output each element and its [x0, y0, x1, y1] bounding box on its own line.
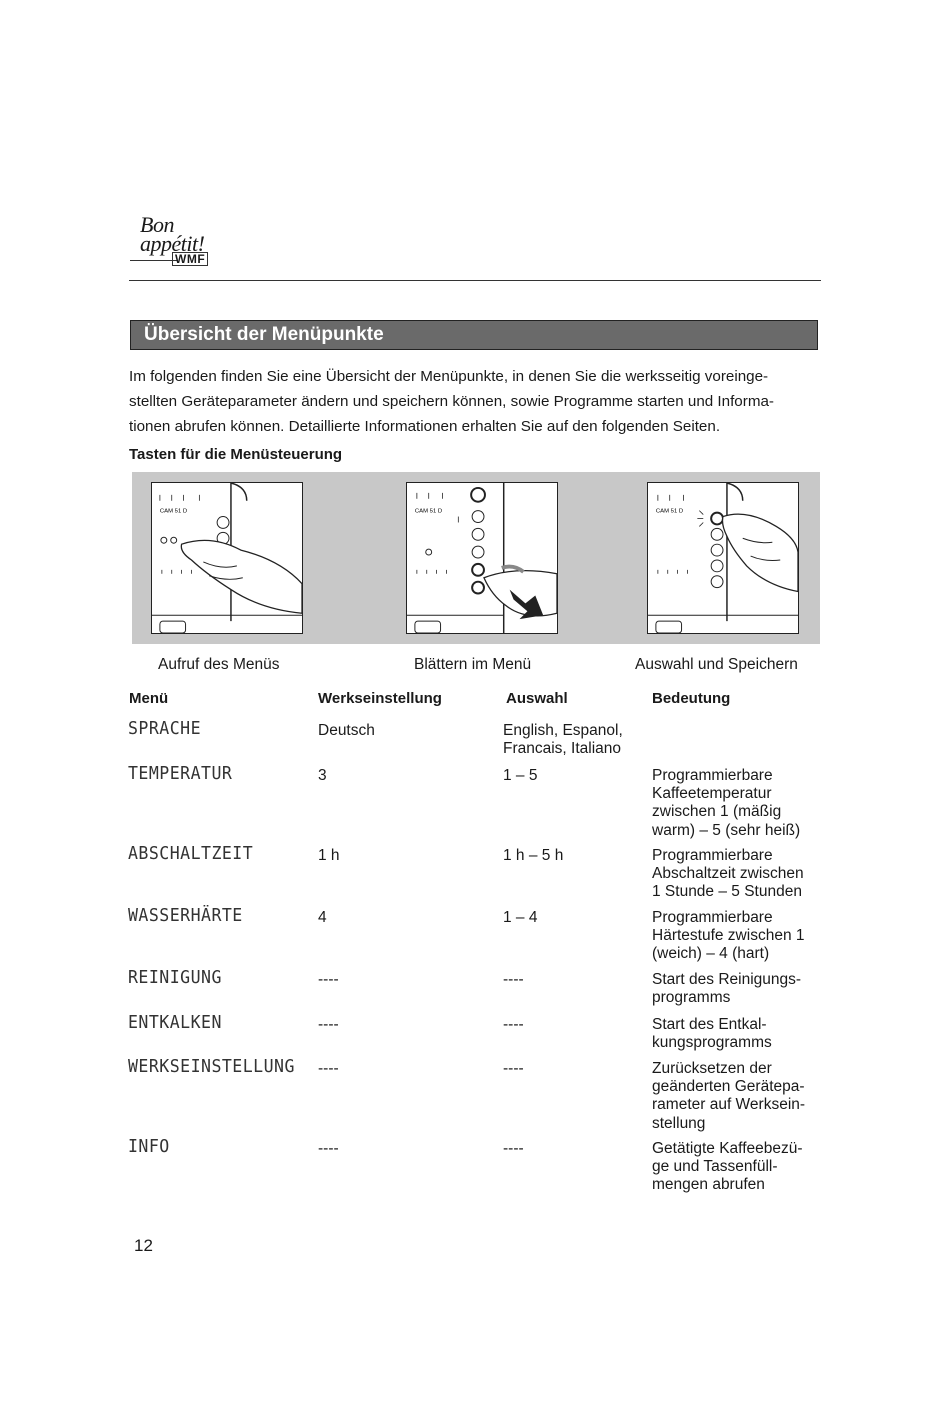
- meaning-text: Getätigte Kaffeebezü- ge und Tassenfüll- mengen abrufen: [652, 1140, 803, 1194]
- options-value: ----: [503, 971, 524, 988]
- menu-item: WASSERHÄRTE: [128, 905, 243, 926]
- menu-item: ABSCHALTZEIT: [128, 843, 254, 864]
- logo-text-line2: appétit!: [140, 231, 205, 256]
- logo-brand: WMF: [172, 252, 208, 266]
- device-label: CAM 51 D: [159, 508, 188, 515]
- intro-paragraph: [129, 364, 819, 439]
- default-value: ----: [318, 1140, 339, 1157]
- meaning-text: Start des Entkal- kungsprogramms: [652, 1016, 772, 1052]
- meaning-text: Zurücksetzen der geänderten Gerätepa- rameter auf Werksein- stellung: [652, 1060, 806, 1132]
- default-value: 4: [318, 909, 327, 926]
- page-number: 12: [134, 1236, 153, 1255]
- control-panel-illustration: [648, 483, 798, 633]
- default-value: Deutsch: [318, 722, 375, 739]
- options-value: 1 h – 5 h: [503, 847, 564, 864]
- section-title: Übersicht der Menüpunkte: [144, 324, 384, 345]
- control-panel-illustration: [152, 483, 302, 633]
- menu-item: TEMPERATUR: [128, 763, 233, 784]
- section-title-bar: [130, 320, 818, 350]
- col-header-default: Werkseinstellung: [318, 690, 442, 707]
- default-value: ----: [318, 971, 339, 988]
- figure-select-save: [647, 482, 799, 634]
- default-value: 1 h: [318, 847, 340, 864]
- menu-item: REINIGUNG: [128, 967, 222, 988]
- default-value: ----: [318, 1016, 339, 1033]
- meaning-text: Programmierbare Härtestufe zwischen 1 (weich) – 4 (hart): [652, 909, 805, 963]
- figure-call-menu: [151, 482, 303, 634]
- meaning-text: Start des Reinigungs- programms: [652, 971, 802, 1007]
- options-value: ----: [503, 1060, 524, 1077]
- intro-line: tionen abrufen können. Detaillierte Informationen erhalten Sie auf den folgenden Seiten.: [129, 418, 721, 435]
- header-rule: [129, 280, 821, 281]
- brand-logo: [128, 212, 218, 276]
- options-value: ----: [503, 1140, 524, 1157]
- menu-item: WERKSEINSTELLUNG: [128, 1056, 295, 1077]
- options-value: 1 – 4: [503, 909, 538, 926]
- control-panel-illustration: [407, 483, 557, 633]
- figure-panel: [132, 472, 820, 644]
- meaning-text: Programmierbare Kaffeetemperatur zwischen 1 (mäßig warm) – 5 (sehr heiß): [652, 767, 801, 839]
- logo-text-line1: Bon: [140, 212, 174, 237]
- caption-call-menu: Aufruf des Menüs: [158, 656, 280, 673]
- meaning-text: Programmierbare Abschaltzeit zwischen 1 Stunde – 5 Stunden: [652, 847, 804, 901]
- logo-underline: [130, 260, 178, 261]
- col-header-meaning: Bedeutung: [652, 690, 731, 707]
- col-header-menu: Menü: [129, 690, 169, 707]
- menu-item: ENTKALKEN: [128, 1012, 222, 1033]
- options-value: English, Espanol, Francais, Italiano: [503, 722, 623, 758]
- caption-scroll-menu: Blättern im Menü: [414, 656, 532, 673]
- options-value: 1 – 5: [503, 767, 538, 784]
- default-value: 3: [318, 767, 327, 784]
- intro-line: stellten Geräteparameter ändern und speichern können, sowie Programme starten und Informa-: [129, 393, 774, 410]
- col-header-options: Auswahl: [506, 690, 568, 707]
- keys-heading: Tasten für die Menüsteuerung: [129, 446, 343, 463]
- device-label: CAM 51 D: [655, 508, 684, 515]
- device-label: CAM 51 D: [414, 508, 443, 515]
- caption-select-save: Auswahl und Speichern: [635, 656, 798, 673]
- figure-scroll-menu: [406, 482, 558, 634]
- intro-line: Im folgenden finden Sie eine Übersicht der Menüpunkte, in denen Sie die werksseitig voreinge-: [129, 368, 769, 385]
- default-value: ----: [318, 1060, 339, 1077]
- options-value: ----: [503, 1016, 524, 1033]
- menu-item: INFO: [128, 1136, 170, 1157]
- menu-item: SPRACHE: [128, 718, 202, 739]
